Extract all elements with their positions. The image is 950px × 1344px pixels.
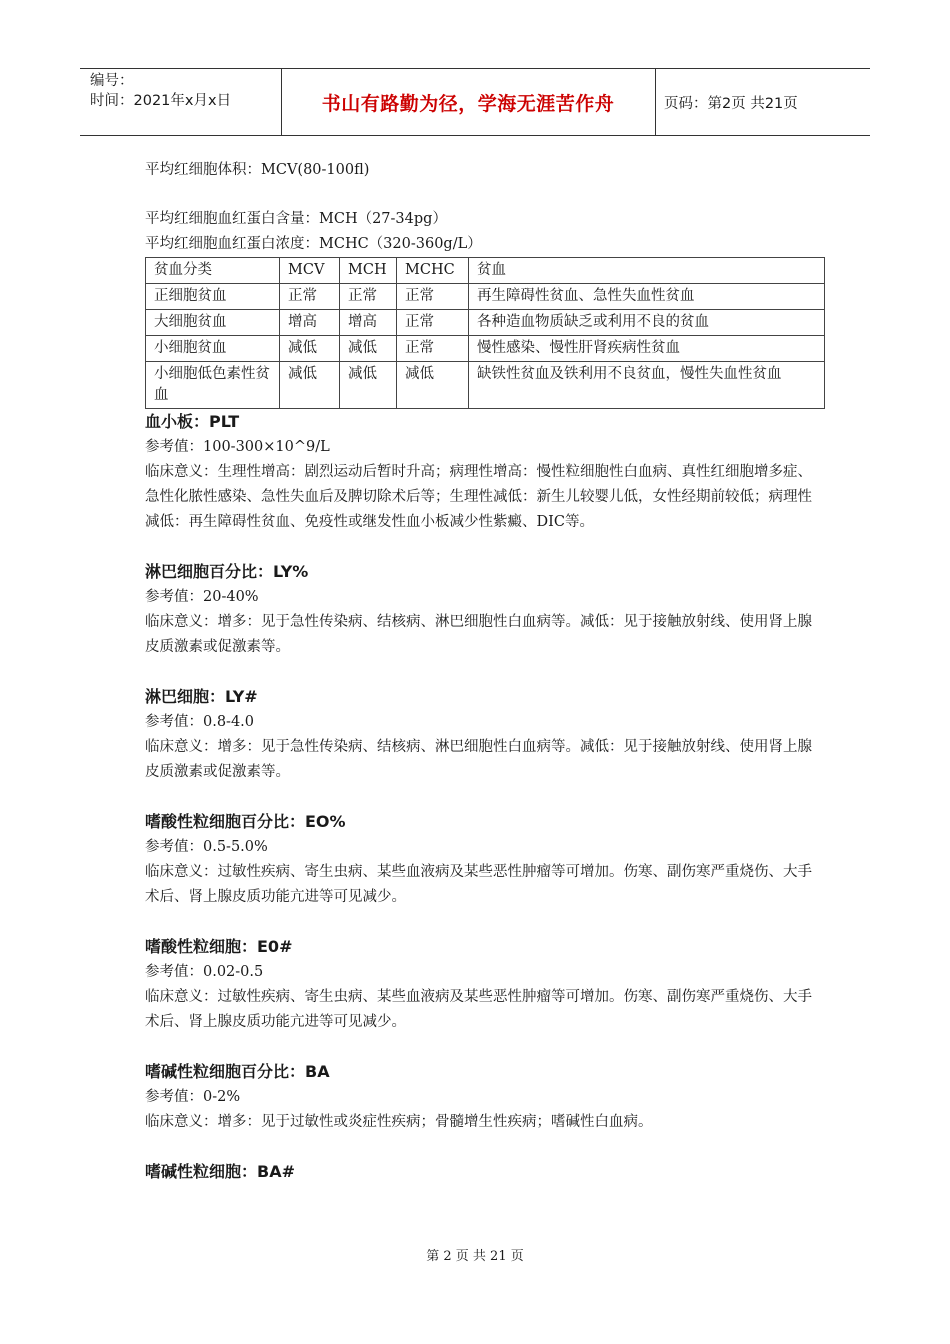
table-cell: 减低 [280,362,340,409]
table-header-cell: 贫血 [469,258,825,284]
clinical-significance: 临床意义：增多：见于急性传染病、结核病、淋巴细胞性白血病等。减低：见于接触放射线、使用肾上腺皮质激素或促激素等。 [145,614,812,655]
reference-value: 参考值：0.5-5.0% [145,839,268,855]
table-cell: 慢性感染、慢性肝肾疾病性贫血 [469,336,825,362]
table-cell: 缺铁性贫血及铁利用不良贫血，慢性失血性贫血 [469,362,825,409]
table-cell: 正常 [280,284,340,310]
table-header-cell: MCV [280,258,340,284]
mch-line: 平均红细胞血红蛋白含量：MCH（27-34pg） [145,211,447,227]
clinical-significance: 临床意义：增多：见于过敏性或炎症性疾病；骨髓增生性疾病；嗜碱性白血病。 [145,1114,653,1130]
page-footer: 第 2 页 共 21 页 [426,1249,524,1264]
section-title-eo-percent: 嗜酸性粒细胞百分比：EO% [145,812,346,831]
table-cell: 减低 [397,362,469,409]
table-cell: 正细胞贫血 [146,284,280,310]
table-cell: 正常 [340,284,397,310]
table-cell: 正常 [397,310,469,336]
table-cell: 减低 [340,336,397,362]
table-cell: 减低 [340,362,397,409]
header-number: 编号： [90,73,134,89]
spacer [145,660,825,684]
reference-value: 参考值：20-40% [145,589,259,605]
section-title-plt: 血小板：PLT [145,412,240,431]
section-title-ba-absolute: 嗜碱性粒细胞：BA# [145,1162,295,1181]
section-title-eo-absolute: 嗜酸性粒细胞：E0# [145,937,293,956]
table-row [146,336,825,362]
mchc-line: 平均红细胞血红蛋白浓度：MCHC（320-360g/L） [145,236,482,252]
clinical-significance: 临床意义：生理性增高：剧烈运动后暂时升高；病理性增高：慢性粒细胞性白血病、真性红细胞增多症、急性化脓性感染、急性失血后及脾切除术后等；生理性减低：新生儿较婴儿低，女性经期前较低；病理性减低：再生障碍性贫血、免疫性或继发性血小板减少性紫癜、DIC等。 [145,464,812,530]
table-cell: 大细胞贫血 [146,310,280,336]
table-cell: 小细胞低色素性贫血 [146,362,280,409]
section-title-ly-percent: 淋巴细胞百分比：LY% [145,562,309,581]
table-cell: 增高 [280,310,340,336]
table-cell: 正常 [397,284,469,310]
spacer [145,183,825,207]
table-header-cell: 贫血分类 [146,258,280,284]
header-page-info: 页码：第2页 共21页 [664,95,798,112]
spacer [145,1035,825,1059]
reference-value: 参考值：0.02-0.5 [145,964,264,980]
table-row [146,310,825,336]
spacer [145,910,825,934]
reference-value: 参考值：0.8-4.0 [145,714,255,730]
document-body [145,158,825,1185]
header-divider [655,68,656,136]
mcv-line: 平均红细胞体积：MCV(80-100fl) [145,162,370,178]
table-cell: 减低 [280,336,340,362]
header-time: 时间：2021年x月x日 [90,93,232,109]
table-row [146,362,825,409]
table-cell: 各种造血物质缺乏或利用不良的贫血 [469,310,825,336]
section-title-ba-percent: 嗜碱性粒细胞百分比：BA [145,1062,330,1081]
table-header-cell: MCHC [397,258,469,284]
anemia-classification-table [145,257,825,409]
table-row [146,284,825,310]
table-cell: 增高 [340,310,397,336]
spacer [145,535,825,559]
spacer [145,785,825,809]
section-title-ly-absolute: 淋巴细胞：LY# [145,687,258,706]
reference-value: 参考值：100-300×10^9/L [145,439,330,455]
page-header [80,68,870,136]
header-meta [90,71,231,111]
header-motto: 书山有路勤为径，学海无涯苦作舟 [321,92,615,115]
table-cell: 再生障碍性贫血、急性失血性贫血 [469,284,825,310]
reference-value: 参考值：0-2% [145,1089,241,1105]
table-cell: 小细胞贫血 [146,336,280,362]
spacer [145,1135,825,1159]
clinical-significance: 临床意义：过敏性疾病、寄生虫病、某些血液病及某些恶性肿瘤等可增加。伤寒、副伤寒严重烧伤、大手术后、肾上腺皮质功能亢进等可见减少。 [145,989,812,1030]
clinical-significance: 临床意义：过敏性疾病、寄生虫病、某些血液病及某些恶性肿瘤等可增加。伤寒、副伤寒严重烧伤、大手术后、肾上腺皮质功能亢进等可见减少。 [145,864,812,905]
table-cell: 正常 [397,336,469,362]
table-header-row [146,258,825,284]
clinical-significance: 临床意义：增多：见于急性传染病、结核病、淋巴细胞性白血病等。减低：见于接触放射线、使用肾上腺皮质激素或促激素等。 [145,739,812,780]
table-header-cell: MCH [340,258,397,284]
